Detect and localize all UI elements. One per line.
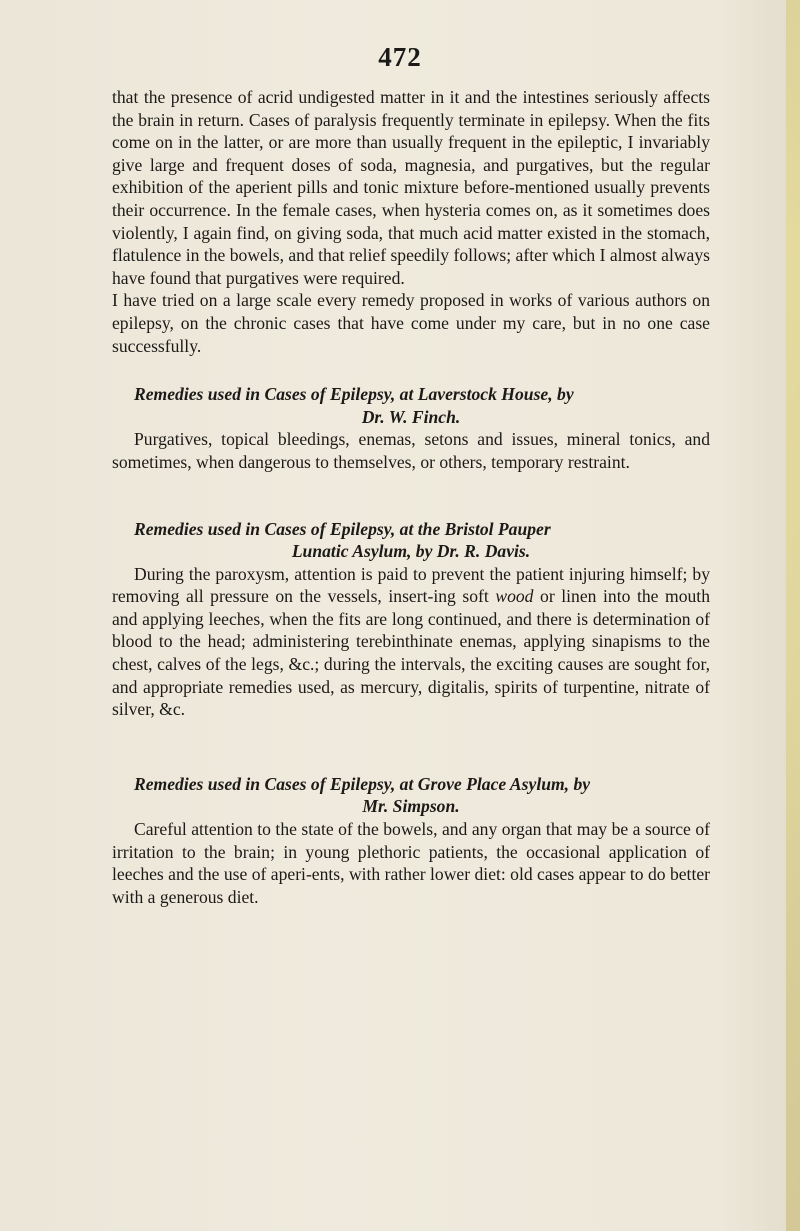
- page-number: 472: [378, 42, 422, 72]
- body-before: During the paroxysm, attention is paid to prevent the patient injuring himself; by removing all pressure on the vessels, insert-ing soft: [112, 563, 710, 607]
- section-body-bristol: [112, 563, 710, 721]
- heading-line1: Remedies used in Cases of Epilepsy, at Laverstock House, by: [134, 384, 574, 405]
- heading-line1: Remedies used in Cases of Epilepsy, at the Bristol Pauper: [134, 518, 551, 539]
- page-edge-stain: [786, 0, 800, 1231]
- page-content: [112, 86, 710, 908]
- body-after: or linen into the mouth and applying leeches, when the fits are long continued, and there is determination of blood to the head; administering terebinthinate enemas, applying sinapisms to the chest, calves of the legs, &c.; during the intervals, the exciting causes are sought for, and appropriate remedies used, as mercury, digitalis, spirits of turpentine, nitrate of silver, &c.: [112, 586, 710, 720]
- heading-line1: Remedies used in Cases of Epilepsy, at Grove Place Asylum, by: [134, 773, 591, 794]
- heading-line2: Mr. Simpson.: [362, 796, 460, 817]
- section-heading-bristol: [112, 518, 710, 563]
- heading-line2: Dr. W. Finch.: [361, 406, 461, 427]
- section-heading-laverstock: [112, 383, 710, 428]
- section-body-laverstock: Purgatives, topical bleedings, enemas, setons and issues, mineral tonics, and sometimes, when dangerous to themselves, or others, temporary restraint.: [112, 429, 710, 472]
- paragraph-remedies-tried: I have tried on a large scale every remedy proposed in works of various authors on epilepsy, on the chronic cases that have come under my care, but in no one case successfully.: [112, 290, 710, 356]
- body-emphasis: wood: [495, 586, 534, 607]
- section-body-grove-place: Careful attention to the state of the bowels, and any organ that may be a source of irritation to the brain; in young plethoric patients, the occasional application of leeches and the use of aperi-ents, with rather lower diet: old cases appear to do better with a generous diet.: [112, 819, 710, 907]
- heading-line2: Lunatic Asylum, by Dr. R. Davis.: [291, 541, 531, 562]
- section-heading-grove-place: [112, 773, 710, 818]
- paragraph-continuation: that the presence of acrid undigested matter in it and the intestines seriously affects the brain in return. Cases of paralysis frequently terminate in epilepsy. When the fits come on in the latter, or are more than usually frequent in the epileptic, I invariably give large and frequent doses of soda, magnesia, and purgatives, but the regular exhibition of the aperient pills and tonic mixture before-mentioned usually prevents their occurrence. In the female cases, when hysteria comes on, as it sometimes does violently, I again find, on giving soda, that much acid matter existed in the stomach, flatulence in the bowels, and that relief speedily follows; after which I almost always have found that purgatives were required.: [112, 87, 710, 288]
